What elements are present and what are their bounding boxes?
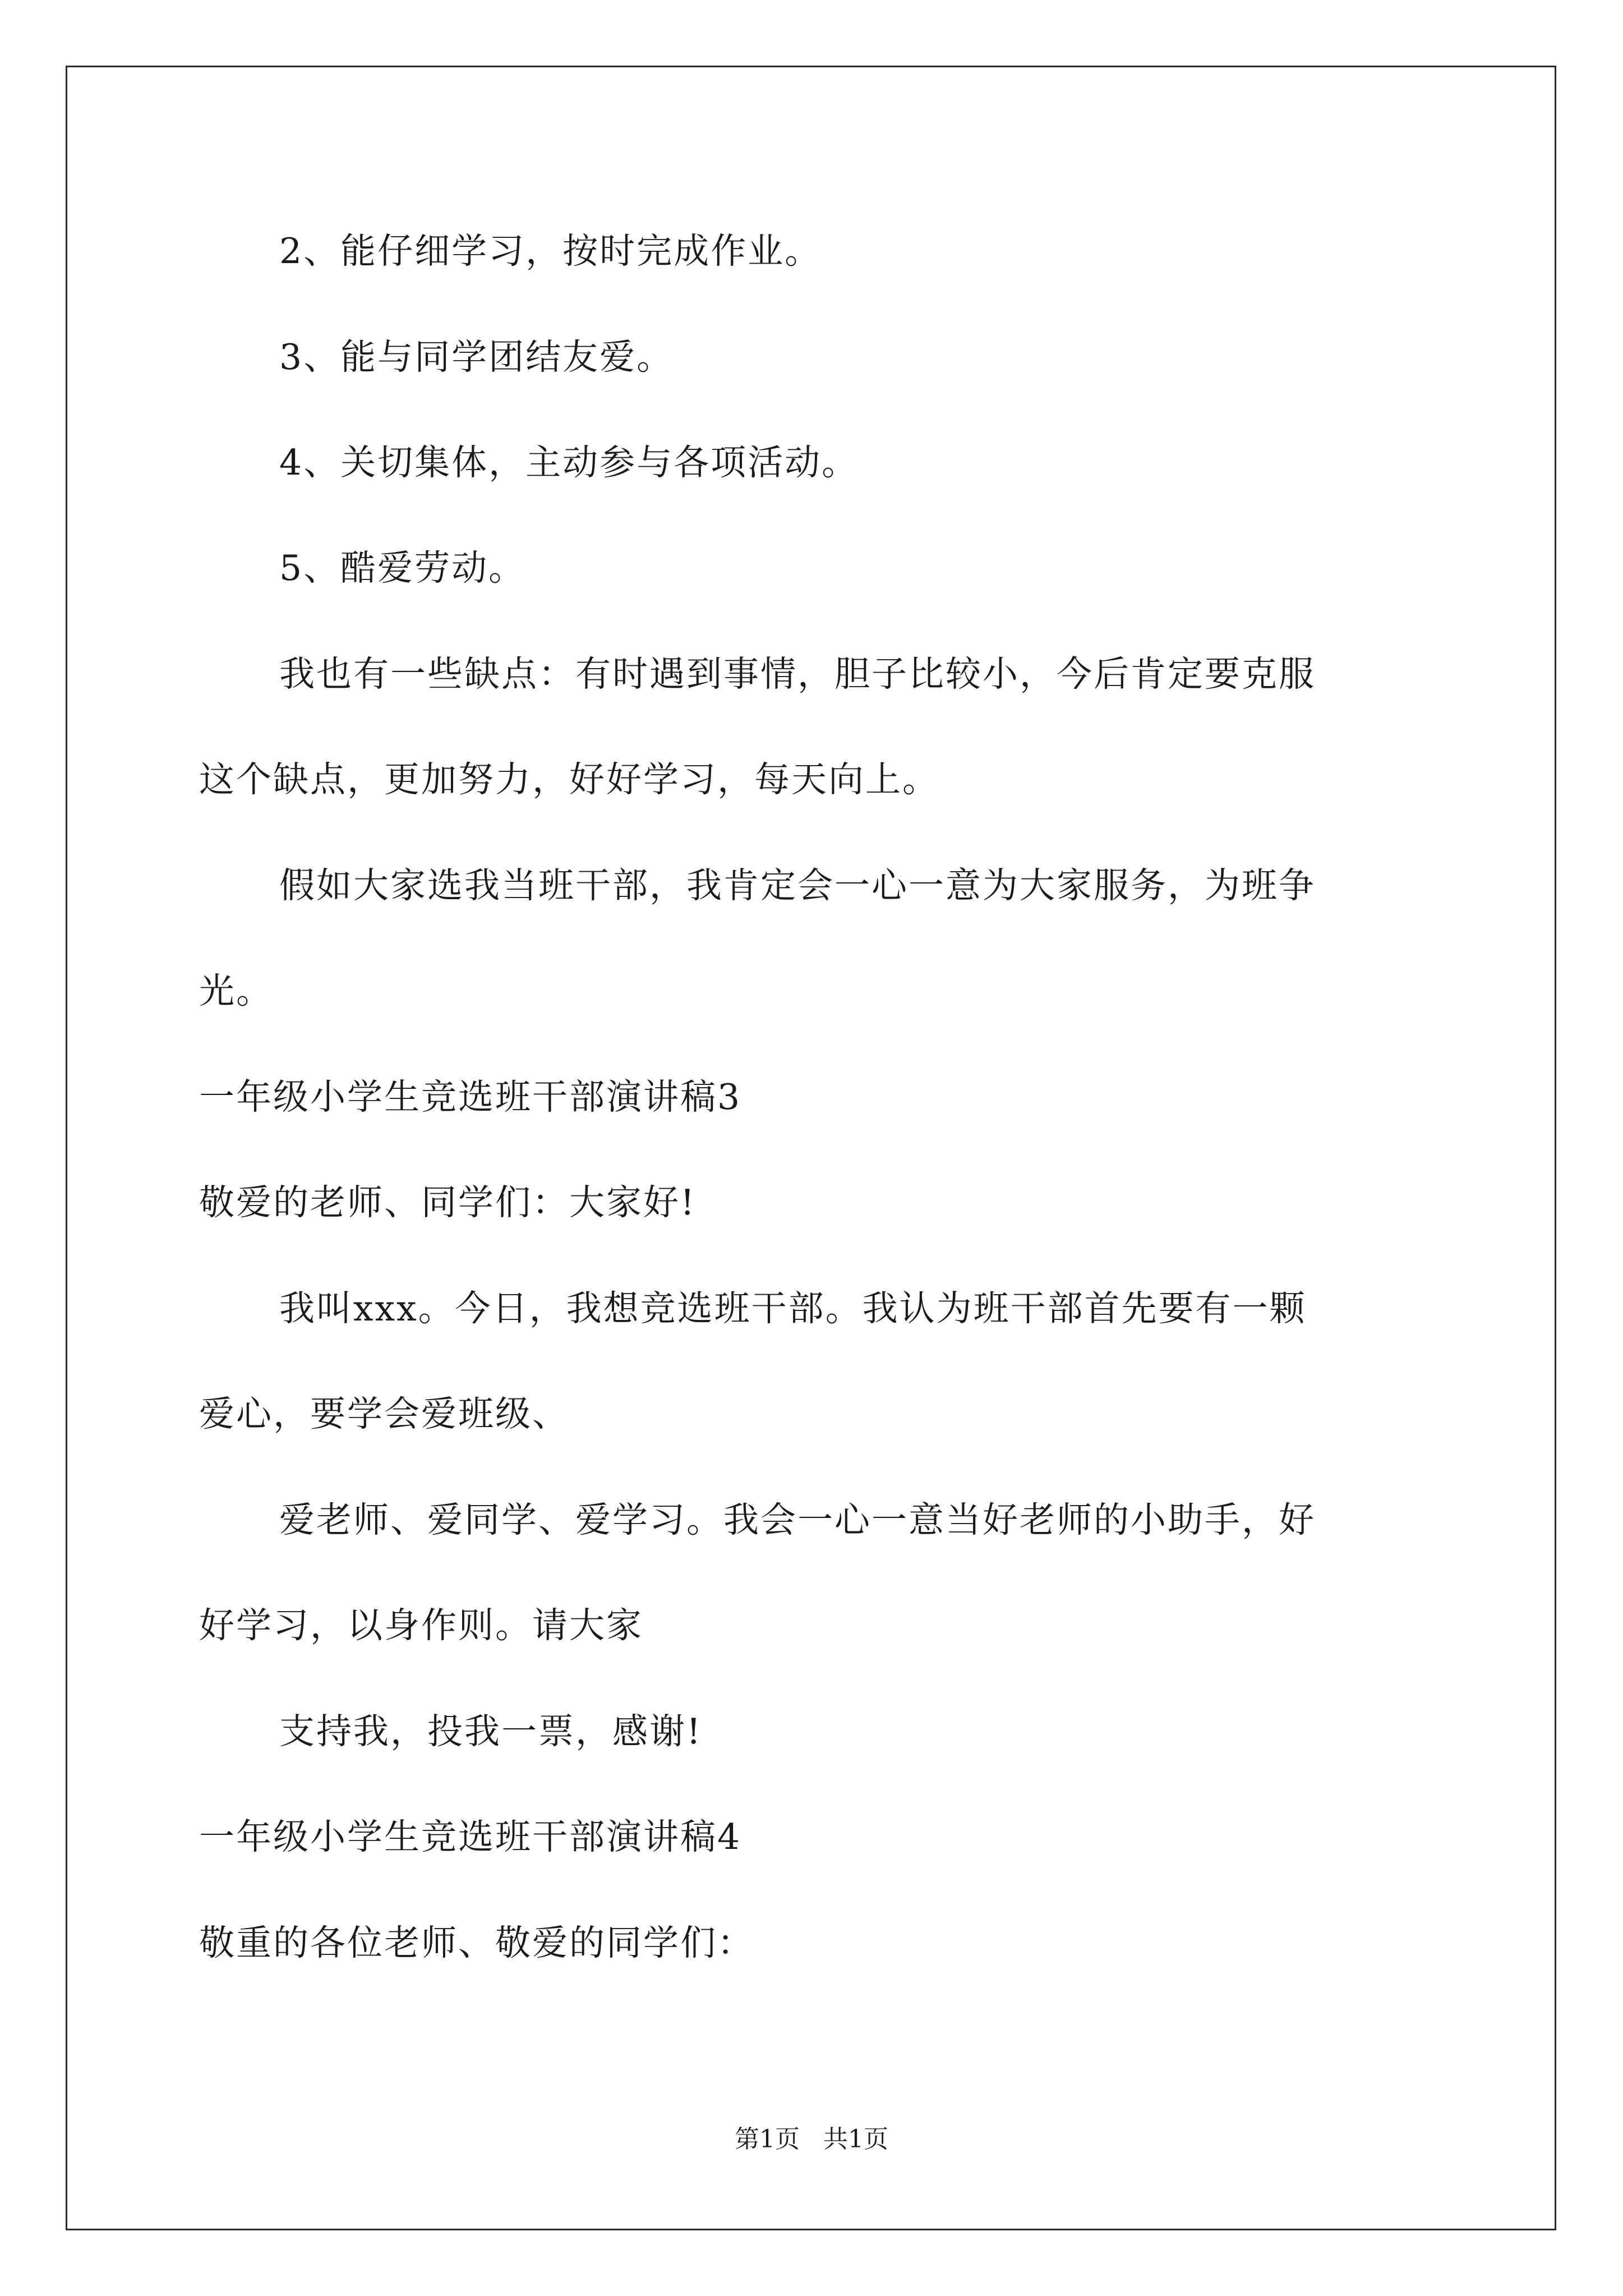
paragraph-line: 我叫xxx。今日，我想竞选班干部。我认为班干部首先要有一颗	[279, 1288, 1307, 1329]
page-number: 第1页	[735, 2125, 800, 2154]
paragraph-line: 爱心，要学会爱班级、	[199, 1393, 569, 1434]
page-total: 共1页	[823, 2125, 888, 2154]
paragraph-line: 2、能仔细学习，按时完成作业。	[279, 231, 822, 272]
paragraph-line: 支持我，投我一票，感谢!	[279, 1711, 703, 1752]
greeting-line: 敬爱的老师、同学们：大家好!	[199, 1182, 697, 1223]
page-footer	[0, 2124, 1623, 2155]
paragraph-line: 爱老师、爱同学、爱学习。我会一心一意当好老师的小助手，好	[279, 1499, 1316, 1540]
paragraph-line: 这个缺点，更加努力，好好学习，每天向上。	[199, 759, 939, 800]
paragraph-line: 4、关切集体，主动参与各项活动。	[279, 442, 859, 483]
paragraph-line: 光。	[199, 970, 273, 1011]
paragraph-line: 好学习，以身作则。请大家	[199, 1605, 643, 1646]
paragraph-line: 5、酷爱劳动。	[279, 547, 526, 588]
page-frame	[66, 66, 1556, 2230]
paragraph-line: 假如大家选我当班干部，我肯定会一心一意为大家服务，为班争	[279, 865, 1316, 906]
greeting-line: 敬重的各位老师、敬爱的同学们：	[199, 1922, 754, 1963]
section-heading: 一年级小学生竞选班干部演讲稿3	[199, 1076, 742, 1117]
paragraph-line: 我也有一些缺点：有时遇到事情，胆子比较小，今后肯定要克服	[279, 654, 1316, 694]
paragraph-line: 3、能与同学团结友爱。	[279, 337, 674, 378]
section-heading: 一年级小学生竞选班干部演讲稿4	[199, 1816, 742, 1857]
